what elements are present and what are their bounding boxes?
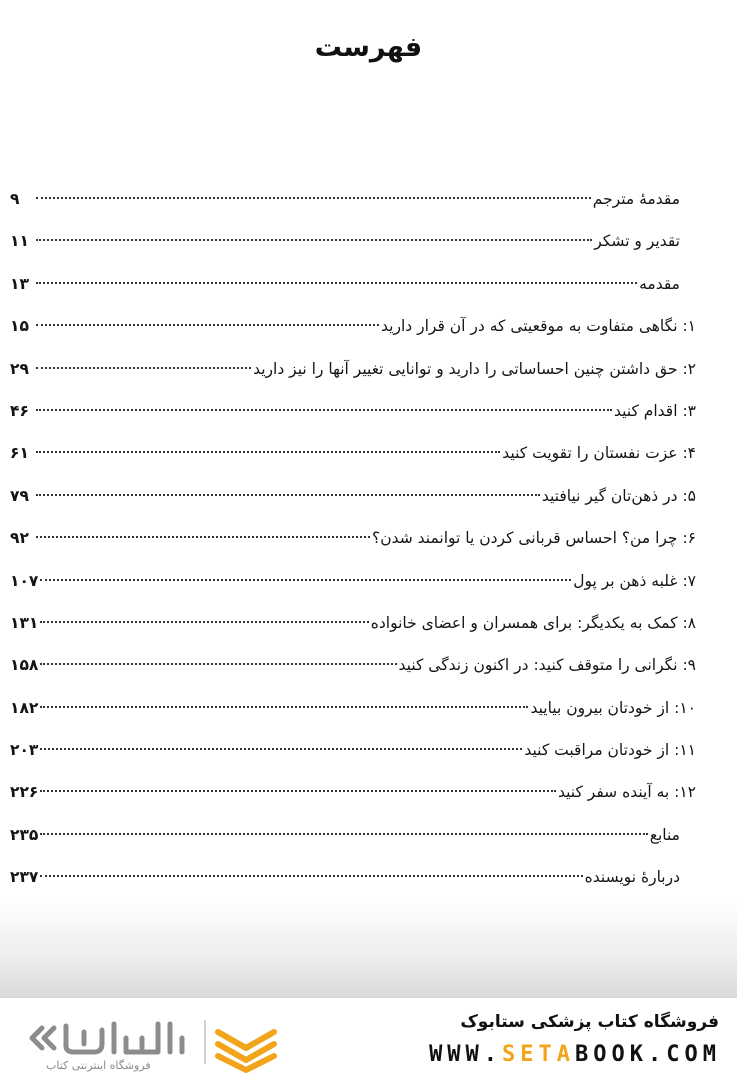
toc-entry-page-number: ۲۹ [10, 359, 29, 378]
toc-entry-page-number: ۱۵۸ [10, 656, 39, 675]
toc-entry-page-number: ۱۱ [10, 232, 29, 251]
toc-entry[interactable] [10, 220, 696, 262]
toc-entry-page-number: ۲۳۷ [10, 868, 39, 887]
toc-entry-title: ۴: عزت نفستان را تقویت کنید [502, 444, 696, 463]
store-footer [0, 998, 737, 1080]
toc-entry-title: ۶: چرا من؟ احساس قربانی کردن یا توانمند شدن؟ [371, 529, 696, 548]
toc-entry-title: ۱۲: به آینده سفر کنید [557, 783, 696, 802]
toc-entry-title: تقدیر و تشکر [594, 232, 680, 251]
logo-tagline: فروشگاه اینترنتی کتاب [46, 1059, 151, 1072]
toc-entry-page-number: ۱۳ [10, 274, 29, 293]
toc-dot-leader [36, 536, 370, 538]
toc-entry[interactable] [10, 814, 696, 856]
url-suffix: BOOK.COM [575, 1042, 721, 1067]
toc-entry-page-number: ۲۰۳ [10, 741, 39, 760]
toc-entry[interactable] [10, 687, 696, 729]
url-prefix: WWW. [429, 1042, 503, 1067]
url-highlight: SETA [502, 1042, 576, 1067]
toc-entry[interactable] [10, 517, 696, 559]
toc-entry-page-number: ۲۳۵ [10, 825, 39, 844]
toc-entry[interactable] [10, 305, 696, 347]
toc-entry[interactable] [10, 644, 696, 686]
toc-entry[interactable] [10, 475, 696, 517]
toc-dot-leader [40, 790, 556, 792]
toc-entry-title: منابع [649, 825, 680, 844]
toc-dot-leader [36, 494, 540, 496]
store-name: فروشگاه کتاب پزشکی ستابوک [460, 1012, 719, 1032]
toc-entry-page-number: ۹ [10, 190, 20, 208]
toc-dot-leader [40, 875, 582, 877]
toc-entry-title: مقدمه [639, 274, 680, 293]
toc-entry[interactable] [10, 729, 696, 771]
toc-entry[interactable] [10, 771, 696, 813]
toc-dot-leader [40, 621, 368, 623]
toc-dot-leader [36, 197, 591, 199]
toc-entry-title: ۷: غلبه ذهن بر پول [573, 571, 696, 590]
toc-entry[interactable] [10, 348, 696, 390]
toc-entry[interactable] [10, 432, 696, 474]
page-title: فهرست [314, 32, 423, 63]
toc-entry-page-number: ۱۳۱ [10, 613, 39, 632]
toc-entry-page-number: ۴۶ [10, 401, 29, 420]
toc-entry[interactable] [10, 602, 696, 644]
toc-entry-page-number: ۱۸۲ [10, 698, 39, 717]
toc-entry[interactable] [10, 856, 696, 898]
store-url-link[interactable] [429, 1042, 721, 1067]
toc-entry-page-number: ۶۱ [10, 444, 29, 463]
table-of-contents [10, 178, 696, 899]
toc-entry-page-number: ۲۲۶ [10, 783, 39, 802]
toc-entry-title: مقدمۀ مترجم [592, 190, 680, 208]
toc-dot-leader [36, 239, 592, 241]
toc-dot-leader [36, 367, 251, 369]
toc-entry-title: ۲: حق داشتن چنین احساساتی را دارید و توانایی تغییر آنها را نیز دارید [253, 359, 696, 378]
toc-entry-page-number: ۷۹ [10, 486, 29, 505]
toc-entry-page-number: ۱۵ [10, 317, 29, 336]
toc-dot-leader [36, 282, 637, 284]
toc-entry-title: ۹: نگرانی را متوقف کنید: در اکنون زندگی کنید [398, 656, 696, 675]
toc-entry-page-number: ۱۰۷ [10, 571, 39, 590]
toc-dot-leader [40, 579, 571, 581]
toc-entry-page-number: ۹۲ [10, 529, 29, 548]
toc-dot-leader [40, 833, 647, 835]
toc-entry-title: ۱۱: از خودتان مراقبت کنید [524, 741, 696, 760]
footer-shadow [0, 900, 737, 1000]
toc-entry[interactable] [10, 560, 696, 602]
toc-entry-title: ۸: کمک به یکدیگر: برای همسران و اعضای خانواده [370, 613, 696, 632]
toc-entry[interactable] [10, 263, 696, 305]
toc-dot-leader [40, 663, 396, 665]
toc-entry[interactable] [10, 390, 696, 432]
toc-entry-title: ۳: اقدام کنید [613, 401, 696, 420]
toc-dot-leader [36, 409, 612, 411]
toc-dot-leader [40, 748, 522, 750]
toc-dot-leader [36, 451, 500, 453]
toc-entry[interactable] [10, 178, 696, 220]
toc-entry-title: ۵: در ذهن‌تان گیر نیافتید [541, 486, 696, 505]
store-logo[interactable] [28, 1014, 288, 1074]
toc-entry-title: دربارۀ نویسنده [584, 868, 680, 887]
toc-entry-title: ۱۰: از خودتان بیرون بیایید [530, 698, 696, 717]
toc-dot-leader [36, 324, 379, 326]
toc-entry-title: ۱: نگاهی متفاوت به موقعیتی که در آن قرار دارید [381, 317, 696, 336]
toc-dot-leader [40, 706, 528, 708]
